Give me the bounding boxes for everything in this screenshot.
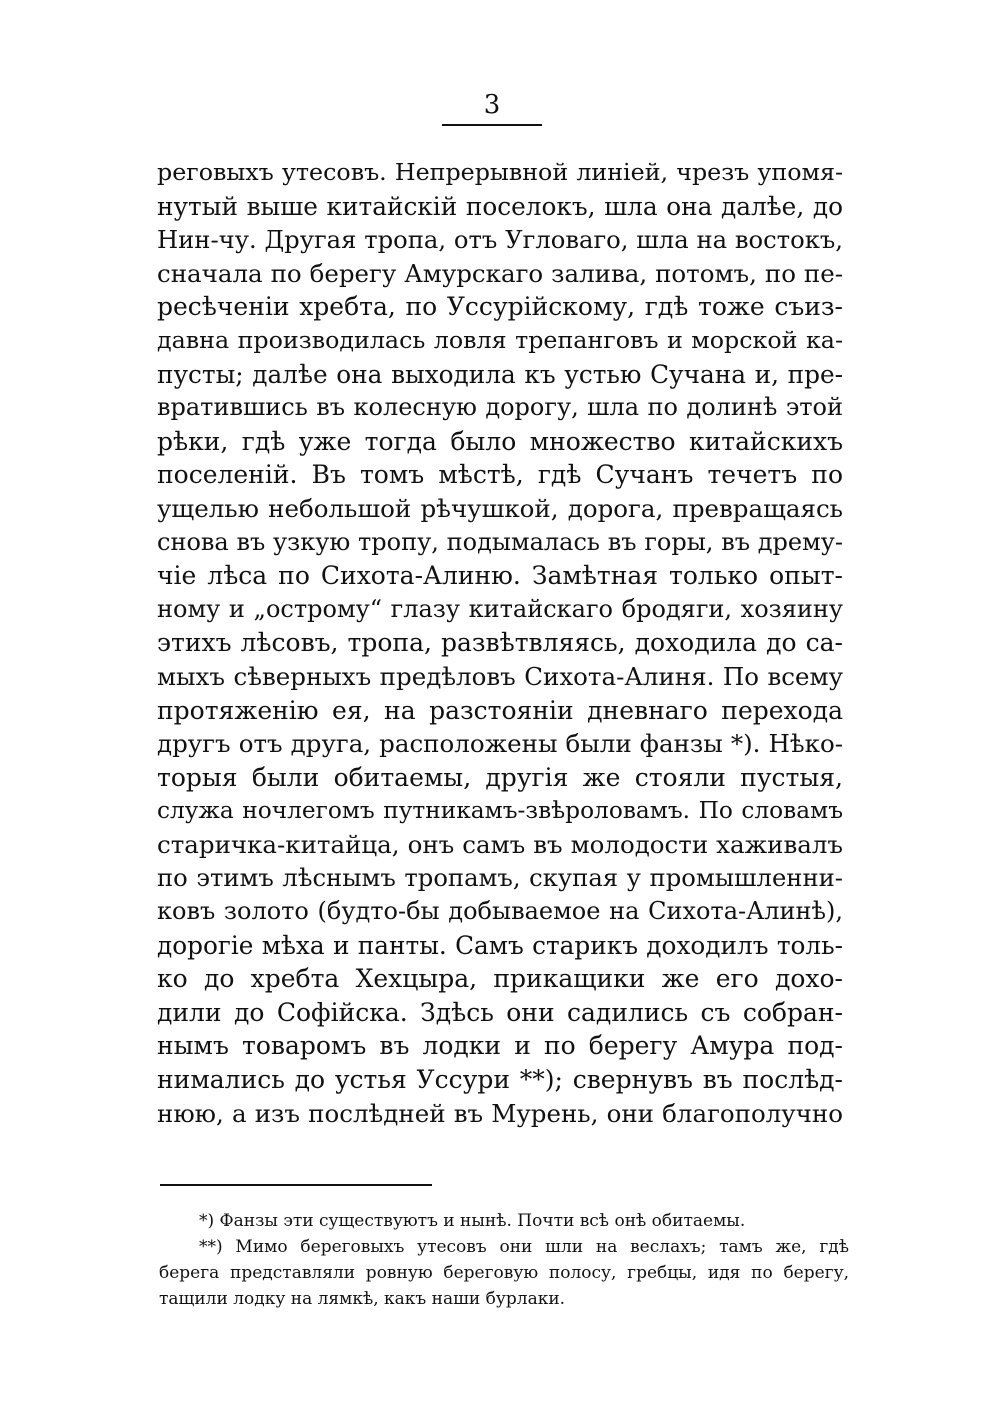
text-line: нюю, а изъ послѣдней въ Мурень, они благополучно bbox=[157, 1098, 843, 1128]
text-line: ному и „острому“ глазу китайскаго бродяги, хозяину bbox=[157, 594, 843, 623]
text-line: торыя были обитаемы, другія же стояли пустыя, bbox=[157, 762, 843, 792]
text-line: поселеній. Въ томъ мѣстѣ, гдѣ Сучанъ течетъ по bbox=[157, 460, 843, 490]
text-line: нимались до устья Уссури **); свернувъ въ послѣд- bbox=[157, 1065, 843, 1095]
text-line: Нин-чу. Другая тропа, отъ Угловаго, шла на востокъ, bbox=[157, 225, 843, 255]
text-line: рѣки, гдѣ уже тогда было множество китайскихъ bbox=[157, 426, 843, 456]
footnotes bbox=[159, 1208, 849, 1312]
text-line: протяженію ея, на разстояніи дневнаго перехода bbox=[157, 695, 843, 725]
footnote-line: берега представляли ровную береговую полосу, гребцы, идя по берегу, bbox=[159, 1263, 849, 1283]
text-line: снова въ узкую тропу, подымалась въ горы, въ дрему- bbox=[157, 527, 843, 556]
text-line: дорогіе мѣха и панты. Самъ старикъ доходилъ толь- bbox=[157, 930, 843, 960]
page-number-rule bbox=[442, 124, 542, 126]
text-line: по этимъ лѣснымъ тропамъ, скупая у промышленни- bbox=[157, 863, 843, 893]
text-line: пусты; далѣе она выходила къ устью Сучана и, пре- bbox=[157, 359, 843, 389]
text-line: дили до Софійска. Здѣсь они садились съ собран- bbox=[157, 997, 843, 1027]
text-line: старичка-китайца, онъ самъ въ молодости хаживалъ bbox=[157, 829, 843, 859]
text-line: нутый выше китайскій поселокъ, шла она далѣе, до bbox=[157, 191, 843, 221]
text-line: нымъ товаромъ въ лодки и по берегу Амура под- bbox=[157, 1031, 843, 1061]
text-line: этихъ лѣсовъ, тропа, развѣтвляясь, доходила до са- bbox=[157, 628, 843, 658]
text-line: мыхъ сѣверныхъ предѣловъ Сихота-Алиня. По всему bbox=[157, 661, 843, 691]
footnote-line: *) Фанзы эти существуютъ и нынѣ. Почти всѣ онѣ обитаемы. bbox=[199, 1211, 746, 1231]
text-line: реговыхъ утесовъ. Непрерывной линіей, чрезъ упомя- bbox=[157, 158, 843, 186]
text-line: ресѣченіи хребта, по Уссурійскому, гдѣ тоже съиз- bbox=[157, 292, 843, 322]
footnote-line: тащили лодку на лямкѣ, какъ наши бурлаки. bbox=[159, 1289, 566, 1309]
text-line: давна производилась ловля трепанговъ и морской ка- bbox=[157, 325, 843, 354]
text-line: ущелью небольшой рѣчушкой, дорога, превращаясь bbox=[157, 493, 843, 523]
text-line: ко до хребта Хехцыра, прикащики же его дохо- bbox=[157, 964, 843, 994]
body-text bbox=[157, 156, 843, 1130]
page-number: 3 bbox=[483, 90, 501, 120]
text-line: другъ отъ друга, расположены были фанзы *). Нѣко- bbox=[157, 729, 843, 759]
text-line: вратившись въ колесную дорогу, шла по долинѣ этой bbox=[157, 393, 843, 422]
text-line: служа ночлегомъ путникамъ-звѣроловамъ. По словамъ bbox=[157, 797, 843, 825]
text-line: сначала по берегу Амурскаго залива, потомъ, по пе- bbox=[157, 258, 843, 288]
footnote-line: **) Мимо береговыхъ утесовъ они шли на веслахъ; тамъ же, гдѣ bbox=[199, 1237, 849, 1257]
text-line: чіе лѣса по Сихота-Алиню. Замѣтная только опыт- bbox=[157, 561, 843, 591]
footnote-separator bbox=[160, 1184, 432, 1186]
text-line: ковъ золото (будто-бы добываемое на Сихота-Алинѣ), bbox=[157, 897, 843, 926]
